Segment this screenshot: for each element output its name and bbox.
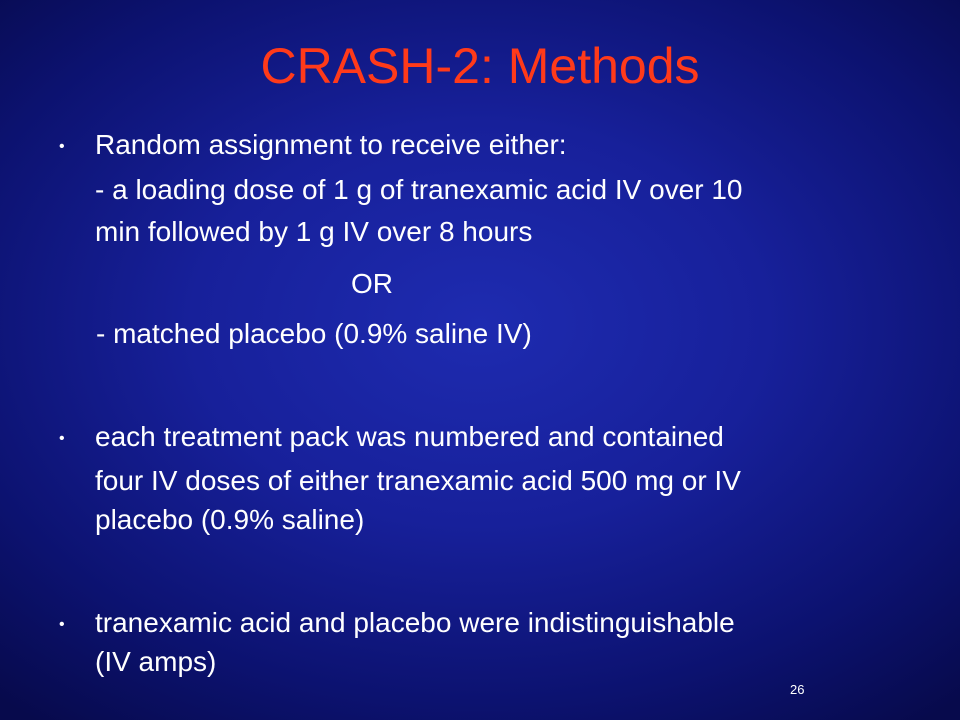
slide-title: CRASH-2: Methods: [260, 38, 700, 94]
bullet-2-line-1: each treatment pack was numbered and contained: [95, 421, 724, 452]
bullet-marker-1: •: [59, 138, 65, 155]
bullet-1-line-3: min followed by 1 g IV over 8 hours: [95, 216, 533, 247]
bullet-marker-3: •: [59, 616, 65, 633]
or-separator: OR: [351, 268, 393, 299]
bullet-2-line-2: four IV doses of either tranexamic acid 500 mg or IV: [95, 465, 741, 496]
bullet-3-line-2: (IV amps): [95, 646, 217, 677]
bullet-1-line-1: Random assignment to receive either:: [95, 129, 567, 160]
bullet-1-line-2: - a loading dose of 1 g of tranexamic acid IV over 10: [95, 174, 743, 205]
page-number: 26: [790, 682, 805, 697]
bullet-2-line-3: placebo (0.9% saline): [95, 504, 365, 535]
bullet-marker-2: •: [59, 430, 65, 447]
placebo-option: - matched placebo (0.9% saline IV): [96, 318, 532, 349]
bullet-3-line-1: tranexamic acid and placebo were indistinguishable: [95, 607, 735, 638]
